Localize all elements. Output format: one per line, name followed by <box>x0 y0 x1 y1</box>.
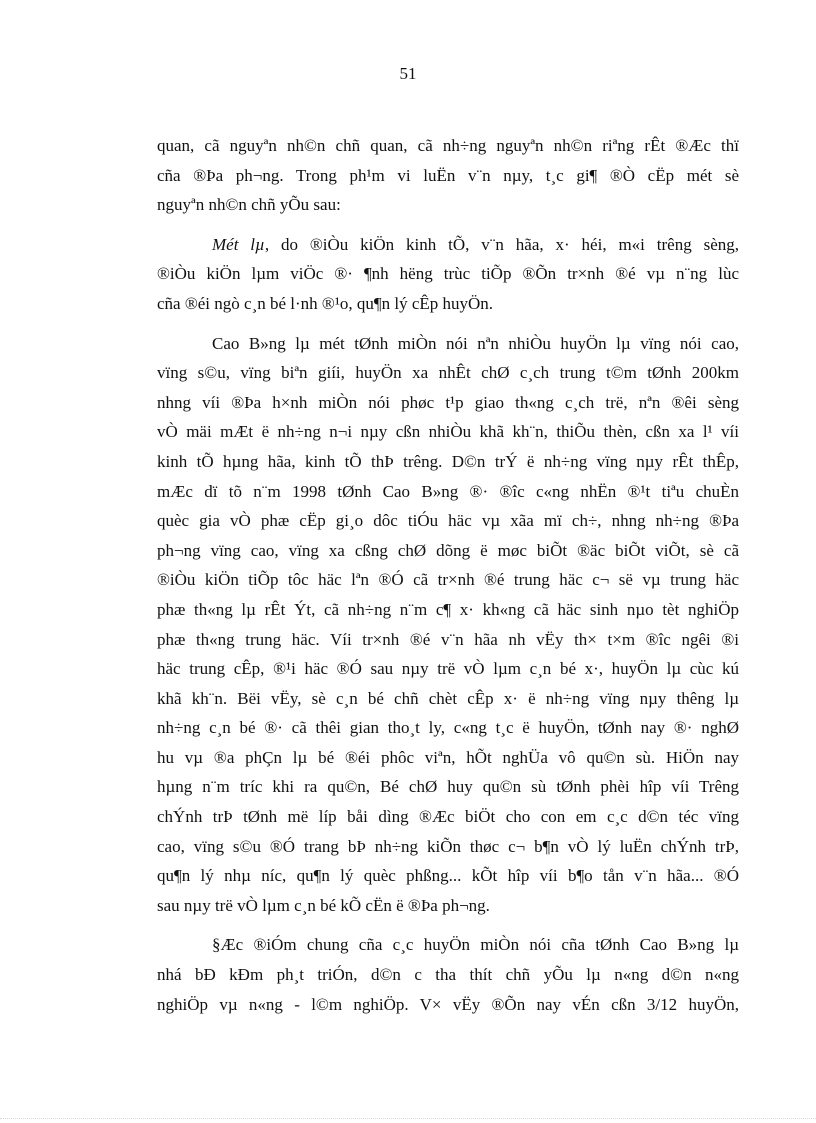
text-line-rest: , do ®iÒu kiÖn kinh tÕ, v¨n hãa, x· héi, m«i trêng sèng, <box>264 234 739 254</box>
text-line: mÆc dï tõ n¨m 1998 tØnh Cao B»ng ®· ®îc c«ng nhËn ®¹t tiªu chuÈn <box>157 481 739 501</box>
text-line <box>157 230 739 260</box>
italic-lead: Mét lµ <box>212 234 265 254</box>
text-line: ®iÒu kiÖn lµm viÖc ®· ¶nh hëng trùc tiÕp ®Õn tr×nh ®é vµ n¨ng lùc <box>157 264 739 284</box>
paragraph-first-cause <box>157 230 739 319</box>
text-line: nhng víi ®Þa h×nh miÒn nói phøc t¹p giao th«ng c¸ch trë, nªn ®êi sèng <box>157 392 739 412</box>
text-line: ph¬ng vïng cao, vïng xa cßng chØ dõng ë møc biÕt ®äc biÕt viÕt, sè cã <box>157 540 739 560</box>
text-line: qu¶n lý nhµ níc, qu¶n lý quèc phßng... kÕt hîp víi b¶o tån v¨n hãa... ®Ó <box>157 866 739 886</box>
text-line: nh÷ng c¸n bé ®· cã thêi gian tho¸t ly, c«ng t¸c ë huyÖn, tØnh nay ®· nghØ <box>157 718 739 738</box>
text-line: häc trung cÊp, ®¹i häc ®Ó sau nµy trë vÒ lµm c¸n bé x·, huyÖn lµ cùc kú <box>157 659 739 679</box>
text-line: vïng s©u, vïng biªn giíi, huyÖn xa nhÊt chØ c¸ch trung t©m tØnh 200km <box>157 363 739 383</box>
text-line: hu vµ ®a phÇn lµ bé ®éi phôc viªn, hÕt nghÜa vô qu©n sù. HiÖn nay <box>157 747 739 767</box>
body-text <box>157 131 739 1019</box>
page-bottom-divider <box>0 1118 816 1119</box>
text-line: chÝnh trÞ tØnh më líp båi dìng ®Æc biÖt cho con em c¸c d©n téc vïng <box>157 807 739 827</box>
paragraph-cao-bang <box>157 329 739 921</box>
text-line: hµng n¨m tríc khi ra qu©n, Bé chØ huy qu©n sù tØnh phèi hîp víi Trêng <box>157 777 739 797</box>
text-line: quèc gia vÒ phæ cËp gi¸o dôc tiÓu häc vµ xãa mï ch÷, nhng nh÷ng ®Þa <box>157 511 739 531</box>
text-line: cña ®Þa ph¬ng. Trong ph¹m vi luËn v¨n nµy, t¸c gi¶ ®Ò cËp mét sè <box>157 165 739 185</box>
page-number: 51 <box>399 64 417 83</box>
text-line: cao, vïng s©u ®Ó trang bÞ nh÷ng kiÕn thøc c¬ b¶n vÒ lý luËn chÝnh trÞ, <box>157 836 739 856</box>
paragraph-causes-intro <box>157 131 739 220</box>
text-line: khã kh¨n. Bëi vËy, sè c¸n bé chñ chèt cÊp x· ë nh÷ng vïng nµy thêng lµ <box>157 688 739 708</box>
text-line: §Æc ®iÓm chung cña c¸c huyÖn miÒn nói cña tØnh Cao B»ng lµ <box>212 935 739 955</box>
text-line: sau nµy trë vÒ lµm c¸n bé kÕ cËn ë ®Þa ph¬ng. <box>157 895 490 915</box>
text-line: phæ th«ng trung häc. Víi tr×nh ®é v¨n hãa nh vËy th× t×m ®îc ngêi ®i <box>157 629 739 649</box>
paragraph-general-features <box>157 930 739 1019</box>
text-line: nguyªn nh©n chñ yÕu sau: <box>157 195 341 215</box>
text-line: nghiÖp vµ n«ng - l©m nghiÖp. V× vËy ®Õn nay vÉn cßn 3/12 huyÖn, <box>157 994 739 1014</box>
text-line: ®iÒu kiÖn tiÕp tôc häc lªn ®Ó cã tr×nh ®é trung häc c¬ së vµ trung häc <box>157 570 739 590</box>
text-line: phæ th«ng lµ rÊt Ýt, cã nh÷ng n¨m c¶ x· kh«ng cã häc sinh nµo tèt nghiÖp <box>157 599 739 619</box>
text-line: Cao B»ng lµ mét tØnh miÒn nói nªn nhiÒu huyÖn lµ vïng nói cao, <box>212 333 739 353</box>
text-line: kinh tÕ hµng hãa, kinh tÕ thÞ trêng. D©n trÝ ë nh÷ng vïng nµy rÊt thÊp, <box>157 451 739 471</box>
text-line: vÒ mäi mÆt ë nh÷ng n¬i nµy cßn nhiÒu khã kh¨n, thiÕu thèn, cßn xa l¹ víi <box>157 422 739 442</box>
text-line: cña ®éi ngò c¸n bé l·nh ®¹o, qu¶n lý cÊp huyÖn. <box>157 293 494 313</box>
text-line: quan, cã nguyªn nh©n chñ quan, cã nh÷ng nguyªn nh©n riªng rÊt ®Æc thï <box>157 136 739 155</box>
text-line: nhá bÐ kÐm ph¸t triÓn, d©n c tha thít chñ yÕu lµ n«ng d©n n«ng <box>157 965 739 985</box>
